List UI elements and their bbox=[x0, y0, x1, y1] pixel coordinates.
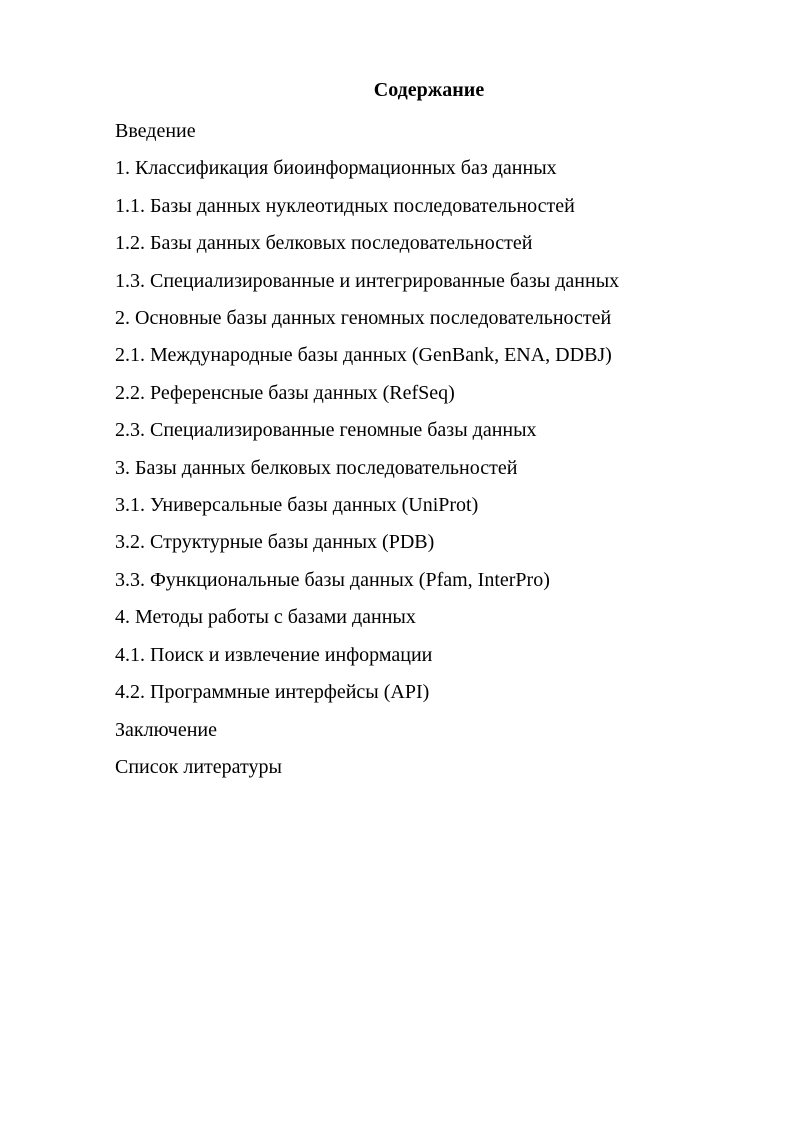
toc-item-3-3[interactable]: 3.3. Функциональные базы данных (Pfam, InterPro) bbox=[115, 568, 550, 591]
toc-item-3-2[interactable]: 3.2. Структурные базы данных (PDB) bbox=[115, 531, 435, 554]
toc-item-2[interactable]: 2. Основные базы данных геномных последовательностей bbox=[115, 307, 612, 330]
toc-item-2-1[interactable]: 2.1. Международные базы данных (GenBank, ENA, DDBJ) bbox=[115, 344, 612, 367]
toc-item-1[interactable]: 1. Классификация биоинформационных баз данных bbox=[115, 157, 557, 180]
toc-item-2-3[interactable]: 2.3. Специализированные геномные базы данных bbox=[115, 419, 537, 442]
toc-item-3[interactable]: 3. Базы данных белковых последовательностей bbox=[115, 456, 518, 479]
toc-title: Содержание bbox=[373, 79, 485, 101]
toc-item-1-2[interactable]: 1.2. Базы данных белковых последовательностей bbox=[115, 232, 533, 255]
toc-item-references[interactable]: Список литературы bbox=[115, 755, 282, 778]
toc-item-2-2[interactable]: 2.2. Референсные базы данных (RefSeq) bbox=[115, 381, 455, 404]
toc-item-conclusion[interactable]: Заключение bbox=[115, 718, 217, 741]
toc-item-1-1[interactable]: 1.1. Базы данных нуклеотидных последовательностей bbox=[115, 194, 575, 217]
toc-item-introduction[interactable]: Введение bbox=[115, 120, 196, 142]
toc-item-4-2[interactable]: 4.2. Программные интерфейсы (API) bbox=[115, 681, 430, 704]
table-of-contents bbox=[115, 113, 619, 786]
toc-item-4[interactable]: 4. Методы работы с базами данных bbox=[115, 606, 416, 629]
toc-item-3-1[interactable]: 3.1. Универсальные базы данных (UniProt) bbox=[115, 494, 479, 517]
toc-item-1-3[interactable]: 1.3. Специализированные и интегрированные базы данных bbox=[115, 269, 620, 292]
toc-item-4-1[interactable]: 4.1. Поиск и извлечение информации bbox=[115, 643, 433, 666]
